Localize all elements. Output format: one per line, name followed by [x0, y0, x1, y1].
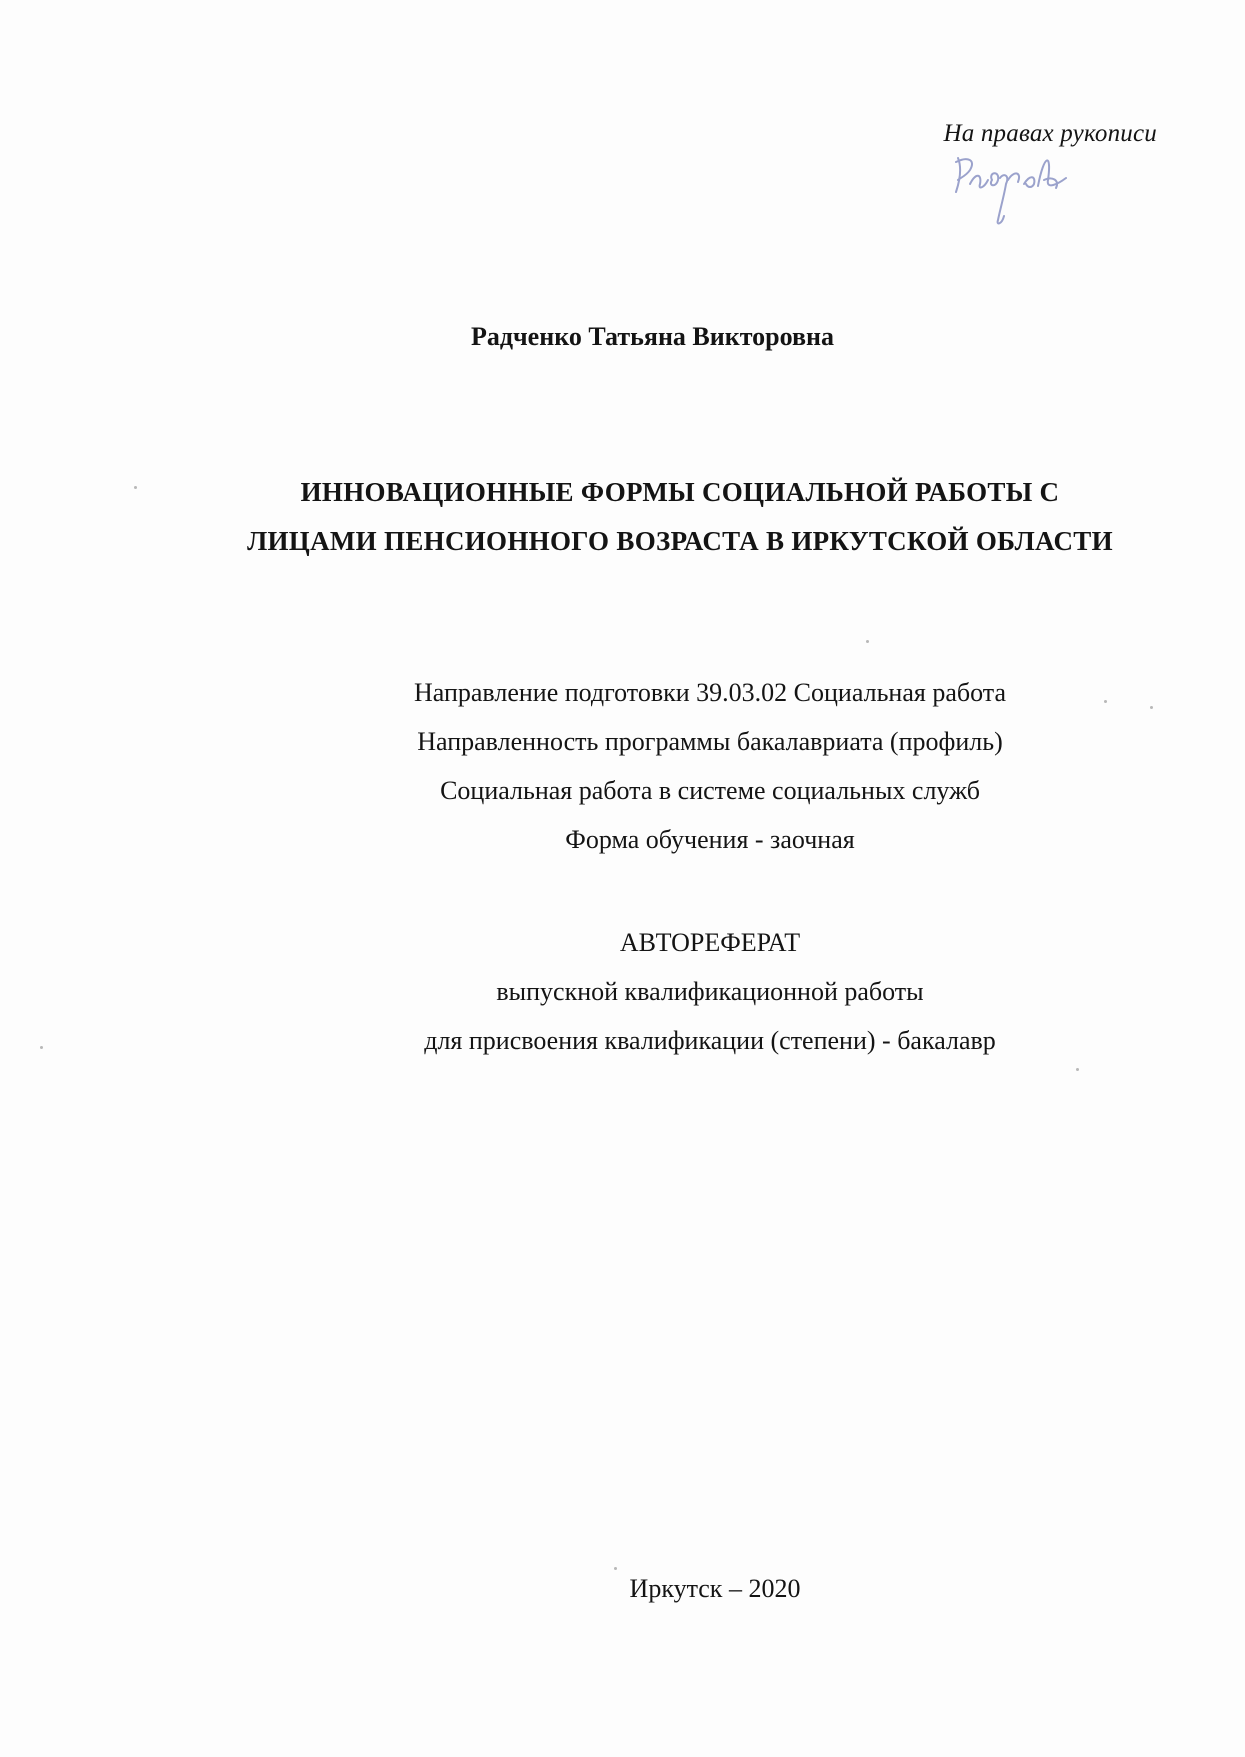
thesis-title-line: ЛИЦАМИ ПЕНСИОННОГО ВОЗРАСТА В ИРКУТСКОЙ ОБЛАСТИ: [247, 526, 1113, 556]
abstract-heading: АВТОРЕФЕРАТ: [619, 928, 801, 957]
place-and-year: Иркутск – 2020: [629, 1574, 801, 1603]
program-info: [360, 668, 1060, 864]
author-name: Радченко Татьяна Викторовна: [470, 322, 834, 351]
scan-speck: [1104, 700, 1107, 703]
scan-speck: [1150, 706, 1153, 709]
scan-speck: [40, 1046, 43, 1049]
abstract-subtitle: выпускной квалификационной работы: [496, 977, 924, 1006]
scan-speck: [1076, 1068, 1079, 1071]
manuscript-note: На правах рукописи: [943, 120, 1157, 147]
handwritten-signature-icon: [948, 150, 1078, 230]
scan-speck: [134, 486, 137, 489]
study-form: Форма обучения - заочная: [565, 825, 855, 854]
abstract-qualification: для присвоения квалификации (степени) - бакалавр: [424, 1026, 996, 1055]
program-direction: Направление подготовки 39.03.02 Социальная работа: [414, 678, 1006, 707]
thesis-title-line: ИННОВАЦИОННЫЕ ФОРМЫ СОЦИАЛЬНОЙ РАБОТЫ С: [300, 477, 1060, 507]
thesis-title: [200, 468, 1160, 566]
scan-speck: [866, 640, 869, 643]
abstract-block: [360, 918, 1060, 1065]
program-orientation: Направленность программы бакалавриата (профиль): [417, 727, 1003, 756]
scan-speck: [614, 1567, 617, 1570]
program-profile: Социальная работа в системе социальных служб: [440, 776, 980, 805]
